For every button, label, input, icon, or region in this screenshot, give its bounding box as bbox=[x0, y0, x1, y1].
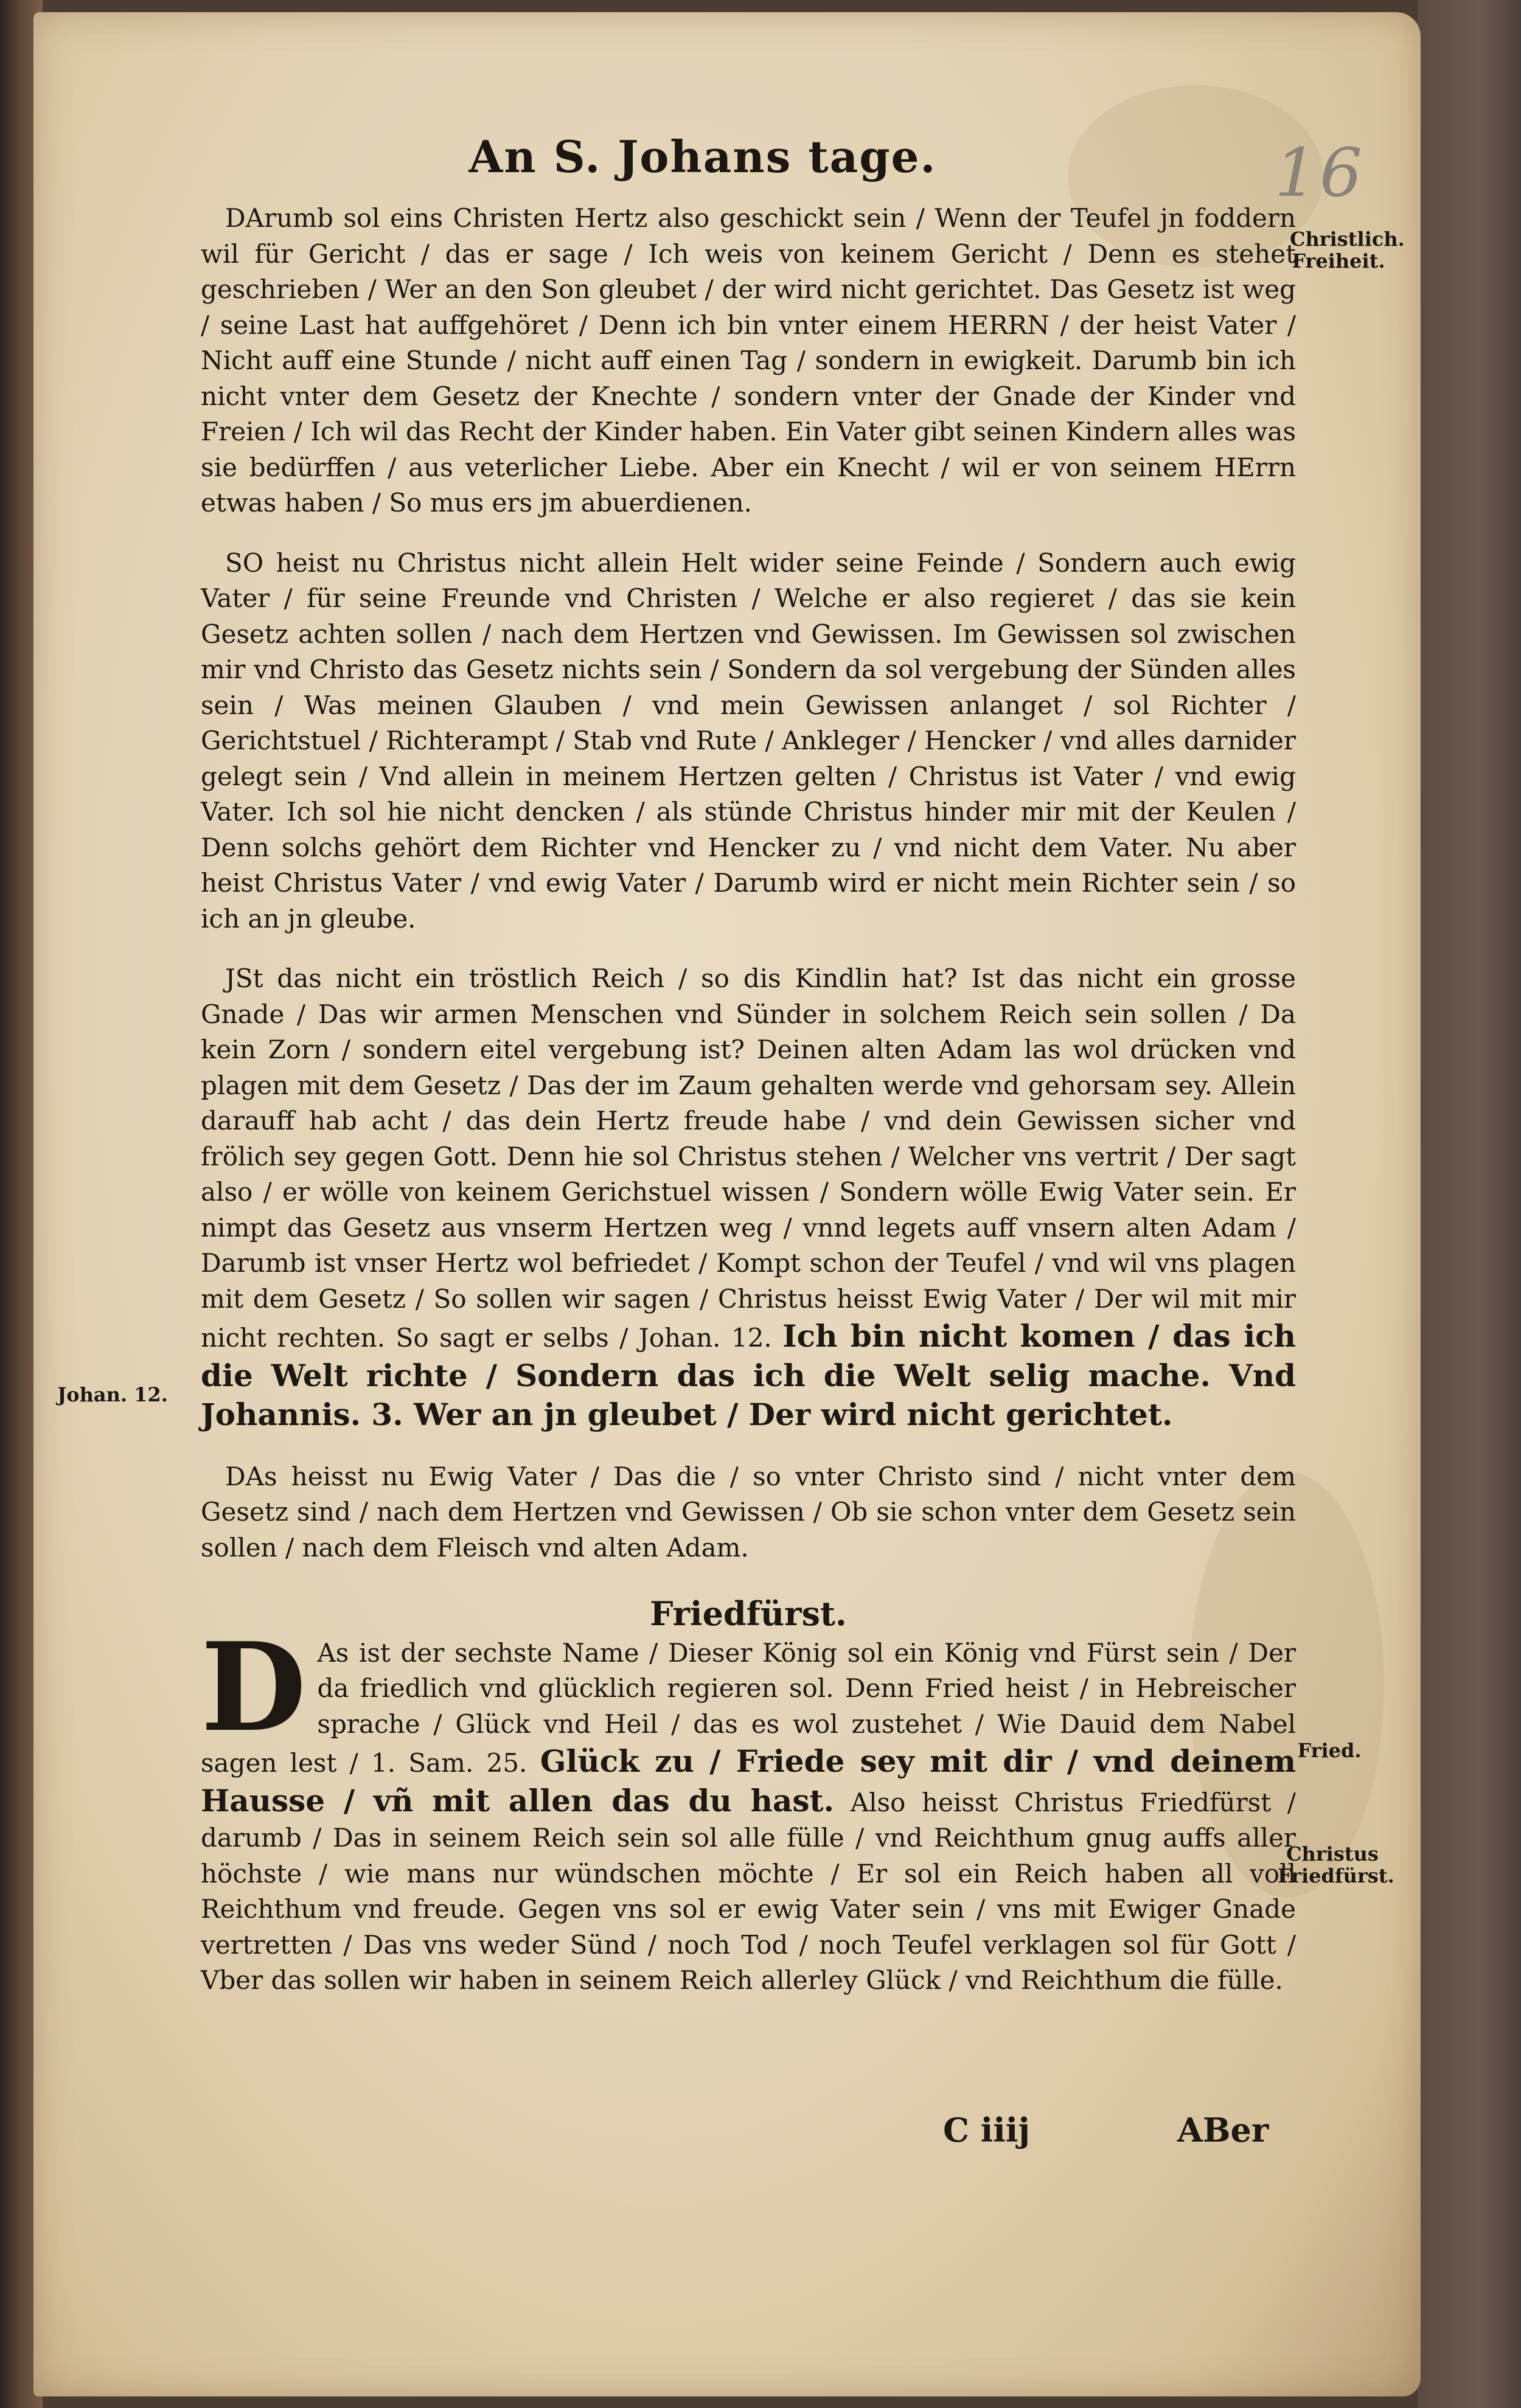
background-surface bbox=[1418, 0, 1521, 2408]
folio-number: 16 bbox=[1275, 134, 1365, 212]
main-text-block bbox=[201, 201, 1296, 1999]
scripture-quote: Glück zu / Friede sey mit dir / vnd deinem Hausse / vñ mit allen das du hast. bbox=[201, 1743, 1296, 1819]
paragraph bbox=[201, 1615, 1296, 1999]
paragraph-text: As ist der sechste Name / Dieser König sol ein König vnd Fürst sein / Der da friedlich vnd glücklich regieren sol. Denn Fried heist / in Hebreischer sprache / Glück vnd Heil / das es wol zustehet / Wie Dauid dem Nabel sagen lest / 1. Sam. 25. bbox=[201, 1637, 1296, 1778]
scripture-quote: Ich bin nicht komen / das ich die Welt richte / Sondern das ich die Welt selig mache. Vnd Johannis. 3. Wer an jn gleubet / Der wird nicht gerichtet. bbox=[201, 1318, 1296, 1432]
catchword: ABer bbox=[1177, 2111, 1269, 2150]
section-title: Friedfürst. bbox=[650, 1594, 847, 1633]
running-head: An S. Johans tage. bbox=[468, 131, 937, 182]
paragraph: SO heist nu Christus nicht allein Helt wider seine Feinde / Sondern auch ewig Vater / für seine Freunde vnd Christen / Welche er also regieret / das sie kein Gesetz achten sollen / nach dem Hertzen vnd Gewissen. Im Gewissen sol zwischen mir vnd Christo das Gesetz nichts sein / Sondern da sol vergebung der Sünden alles sein / Was meinen Glauben / vnd mein Gewissen anlanget / sol Richter / Gerichtstuel / Richterampt / Stab vnd Rute / Ankleger / Hencker / vnd alles darnider gelegt sein / Vnd allein in meinem Hertzen gelten / Christus ist Vater / vnd ewig Vater. Ich sol hie nicht dencken / als stünde Christus hinder mir mit der Keulen / Denn solchs gehört dem Richter vnd Hencker zu / vnd nicht dem Vater. Nu aber heist Christus Vater / vnd ewig Vater / Darumb wird er nicht mein Richter sein / so ich an jn gleube. bbox=[201, 547, 1296, 934]
marginal-note: Fried. bbox=[1297, 1739, 1362, 1762]
marginal-note: Christlich. Freiheit. bbox=[1290, 227, 1405, 272]
marginal-note: Johan. 12. bbox=[57, 1383, 168, 1406]
signature-mark: C iiij bbox=[943, 2111, 1030, 2150]
paragraph-text: JSt das nicht ein tröstlich Reich / so dis Kindlin hat? Ist das nicht ein grosse Gnade / Das wir armen Menschen vnd Sünder in solchem Reich sein sollen / Da kein Zorn / sondern eitel vergebung ist? Deinen alten Adam las wol drücken vnd plagen mit dem Gesetz / Das der im Zaum gehalten werde vnd gehorsam sey. Allein darauff hab acht / das dein Hertz freude habe / vnd dein Gewissen sicher vnd frölich sey gegen Gott. Denn hie sol Christus stehen / Welcher vns vertrit / Der sagt also / er wölle von keinem Gerichstuel wissen / Sondern wölle Ewig Vater sein. Er nimpt das Gesetz aus vnserm Hertzen weg / vnnd legets auff vnsern alten Adam / Darumb ist vnser Hertz wol befriedet / Kompt schon der Teufel / vnd wil vns plagen mit dem Gesetz / So sollen wir sagen / Christus heisst Ewig Vater / Der wil mit mir nicht rechten. So sagt er selbs / Johan. 12. bbox=[201, 963, 1296, 1353]
paragraph: DArumb sol eins Christen Hertz also geschickt sein / Wenn der Teufel jn foddern wil für Gericht / das er sage / Ich weis von keinem Gericht / Denn es stehet geschrieben / Wer an den Son gleubet / der wird nicht gerichtet. Das Gesetz ist weg / seine Last hat auffgehöret / Denn ich bin vnter einem HERRN / der heist Vater / Nicht auff eine Stunde / nicht auff einen Tag / sondern in ewigkeit. Darumb bin ich nicht vnter dem Gesetz der Knechte / sondern vnter der Gnade der Kinder vnd Freien / Ich wil das Recht der Kinder haben. Ein Vater gibt seinen Kindern alles was sie bedürffen / aus veterlicher Liebe. Aber ein Knecht / wil er von seinem HErrn etwas haben / So mus ers jm abuerdienen. bbox=[201, 203, 1296, 518]
paragraph-text: Also heisst Christus Friedfürst / darumb / Das in seinem Reich sein sol alle fülle / vnd Reichthum gnug auffs aller höchste / wie mans nur wündschen möchte / Er sol ein Reich haben all voll Reichthum vnd freude. Gegen vns sol er ewig Vater sein / vns mit Ewiger Gnade vertretten / Das vns weder Sünd / noch Tod / noch Teufel verklagen sol für Gott / Vber das sollen wir haben in seinem Reich allerley Glück / vnd Reichthum die fülle. bbox=[201, 1787, 1296, 1995]
marginal-note: Christus Friedfürst. bbox=[1278, 1842, 1394, 1887]
paragraph bbox=[201, 961, 1296, 1435]
paragraph: DAs heisst nu Ewig Vater / Das die / so vnter Christo sind / nicht vnter dem Gesetz sind / nach dem Hertzen vnd Gewissen / Ob sie schon vnter dem Gesetz sein sollen / nach dem Fleisch vnd alten Adam. bbox=[201, 1461, 1296, 1563]
book-page bbox=[33, 12, 1421, 2396]
drop-cap: D bbox=[201, 1615, 307, 1759]
